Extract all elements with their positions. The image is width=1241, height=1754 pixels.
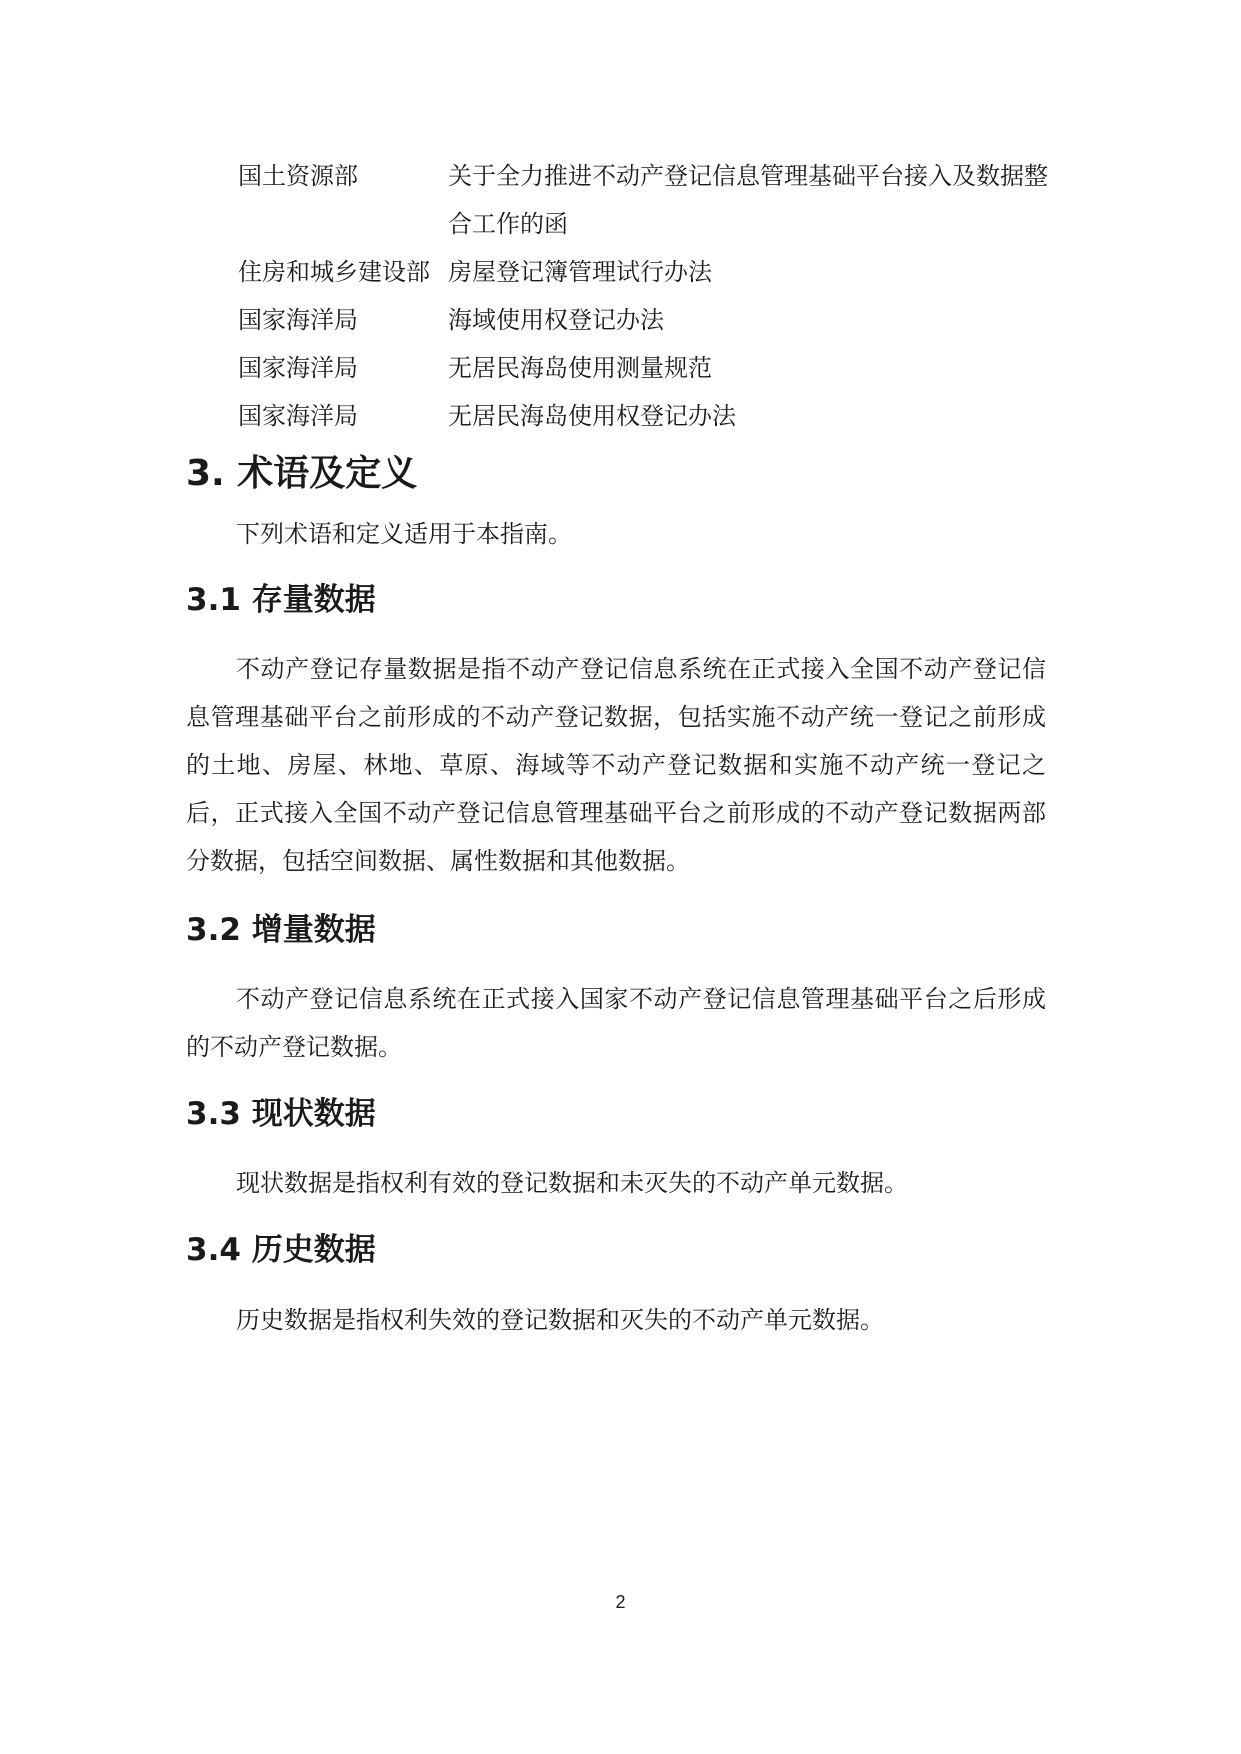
subsection-heading-incremental-data: 3.2 增量数据 xyxy=(186,912,376,948)
reference-row xyxy=(238,392,1058,440)
reference-organization: 国家海洋局 xyxy=(238,354,358,382)
subsection-body-incremental-data: 不动产登记信息系统在正式接入国家不动产登记信息管理基础平台之后形成的不动产登记数据。 xyxy=(186,985,1046,1061)
reference-title: 海域使用权登记办法 xyxy=(448,306,664,334)
section-heading-terms: 3. 术语及定义 xyxy=(186,453,418,494)
section-intro: 下列术语和定义适用于本指南。 xyxy=(236,520,572,548)
reference-title: 无居民海岛使用权登记办法 xyxy=(448,402,736,430)
reference-title: 关于全力推进不动产登记信息管理基础平台接入及数据整合工作的函 xyxy=(448,162,1048,238)
subsection-heading-current-data: 3.3 现状数据 xyxy=(186,1096,376,1132)
reference-title: 无居民海岛使用测量规范 xyxy=(448,354,712,382)
subsection-body-current-data: 现状数据是指权利有效的登记数据和未灭失的不动产单元数据。 xyxy=(236,1169,908,1197)
reference-row xyxy=(238,248,1058,296)
reference-title: 房屋登记簿管理试行办法 xyxy=(448,258,712,286)
reference-row xyxy=(238,152,1058,248)
subsection-heading-historical-data: 3.4 历史数据 xyxy=(186,1232,376,1268)
reference-organization: 国家海洋局 xyxy=(238,306,358,334)
reference-organization: 国家海洋局 xyxy=(238,402,358,430)
subsection-body-stock-data: 不动产登记存量数据是指不动产登记信息系统在正式接入全国不动产登记信息管理基础平台之前形成的不动产登记数据，包括实施不动产统一登记之前形成的土地、房屋、林地、草原、海域等不动产登记数据和实施不动产统一登记之后，正式接入全国不动产登记信息管理基础平台之前形成的不动产登记数据两部分数据，包括空间数据、属性数据和其他数据。 xyxy=(186,655,1046,875)
subsection-heading-stock-data: 3.1 存量数据 xyxy=(186,582,376,618)
reference-organization: 住房和城乡建设部 xyxy=(238,258,430,286)
page-number: 2 xyxy=(615,1592,626,1612)
reference-organization: 国土资源部 xyxy=(238,162,358,190)
reference-row xyxy=(238,344,1058,392)
reference-list xyxy=(238,152,1058,440)
subsection-body-historical-data: 历史数据是指权利失效的登记数据和灭失的不动产单元数据。 xyxy=(236,1306,884,1334)
reference-row xyxy=(238,296,1058,344)
